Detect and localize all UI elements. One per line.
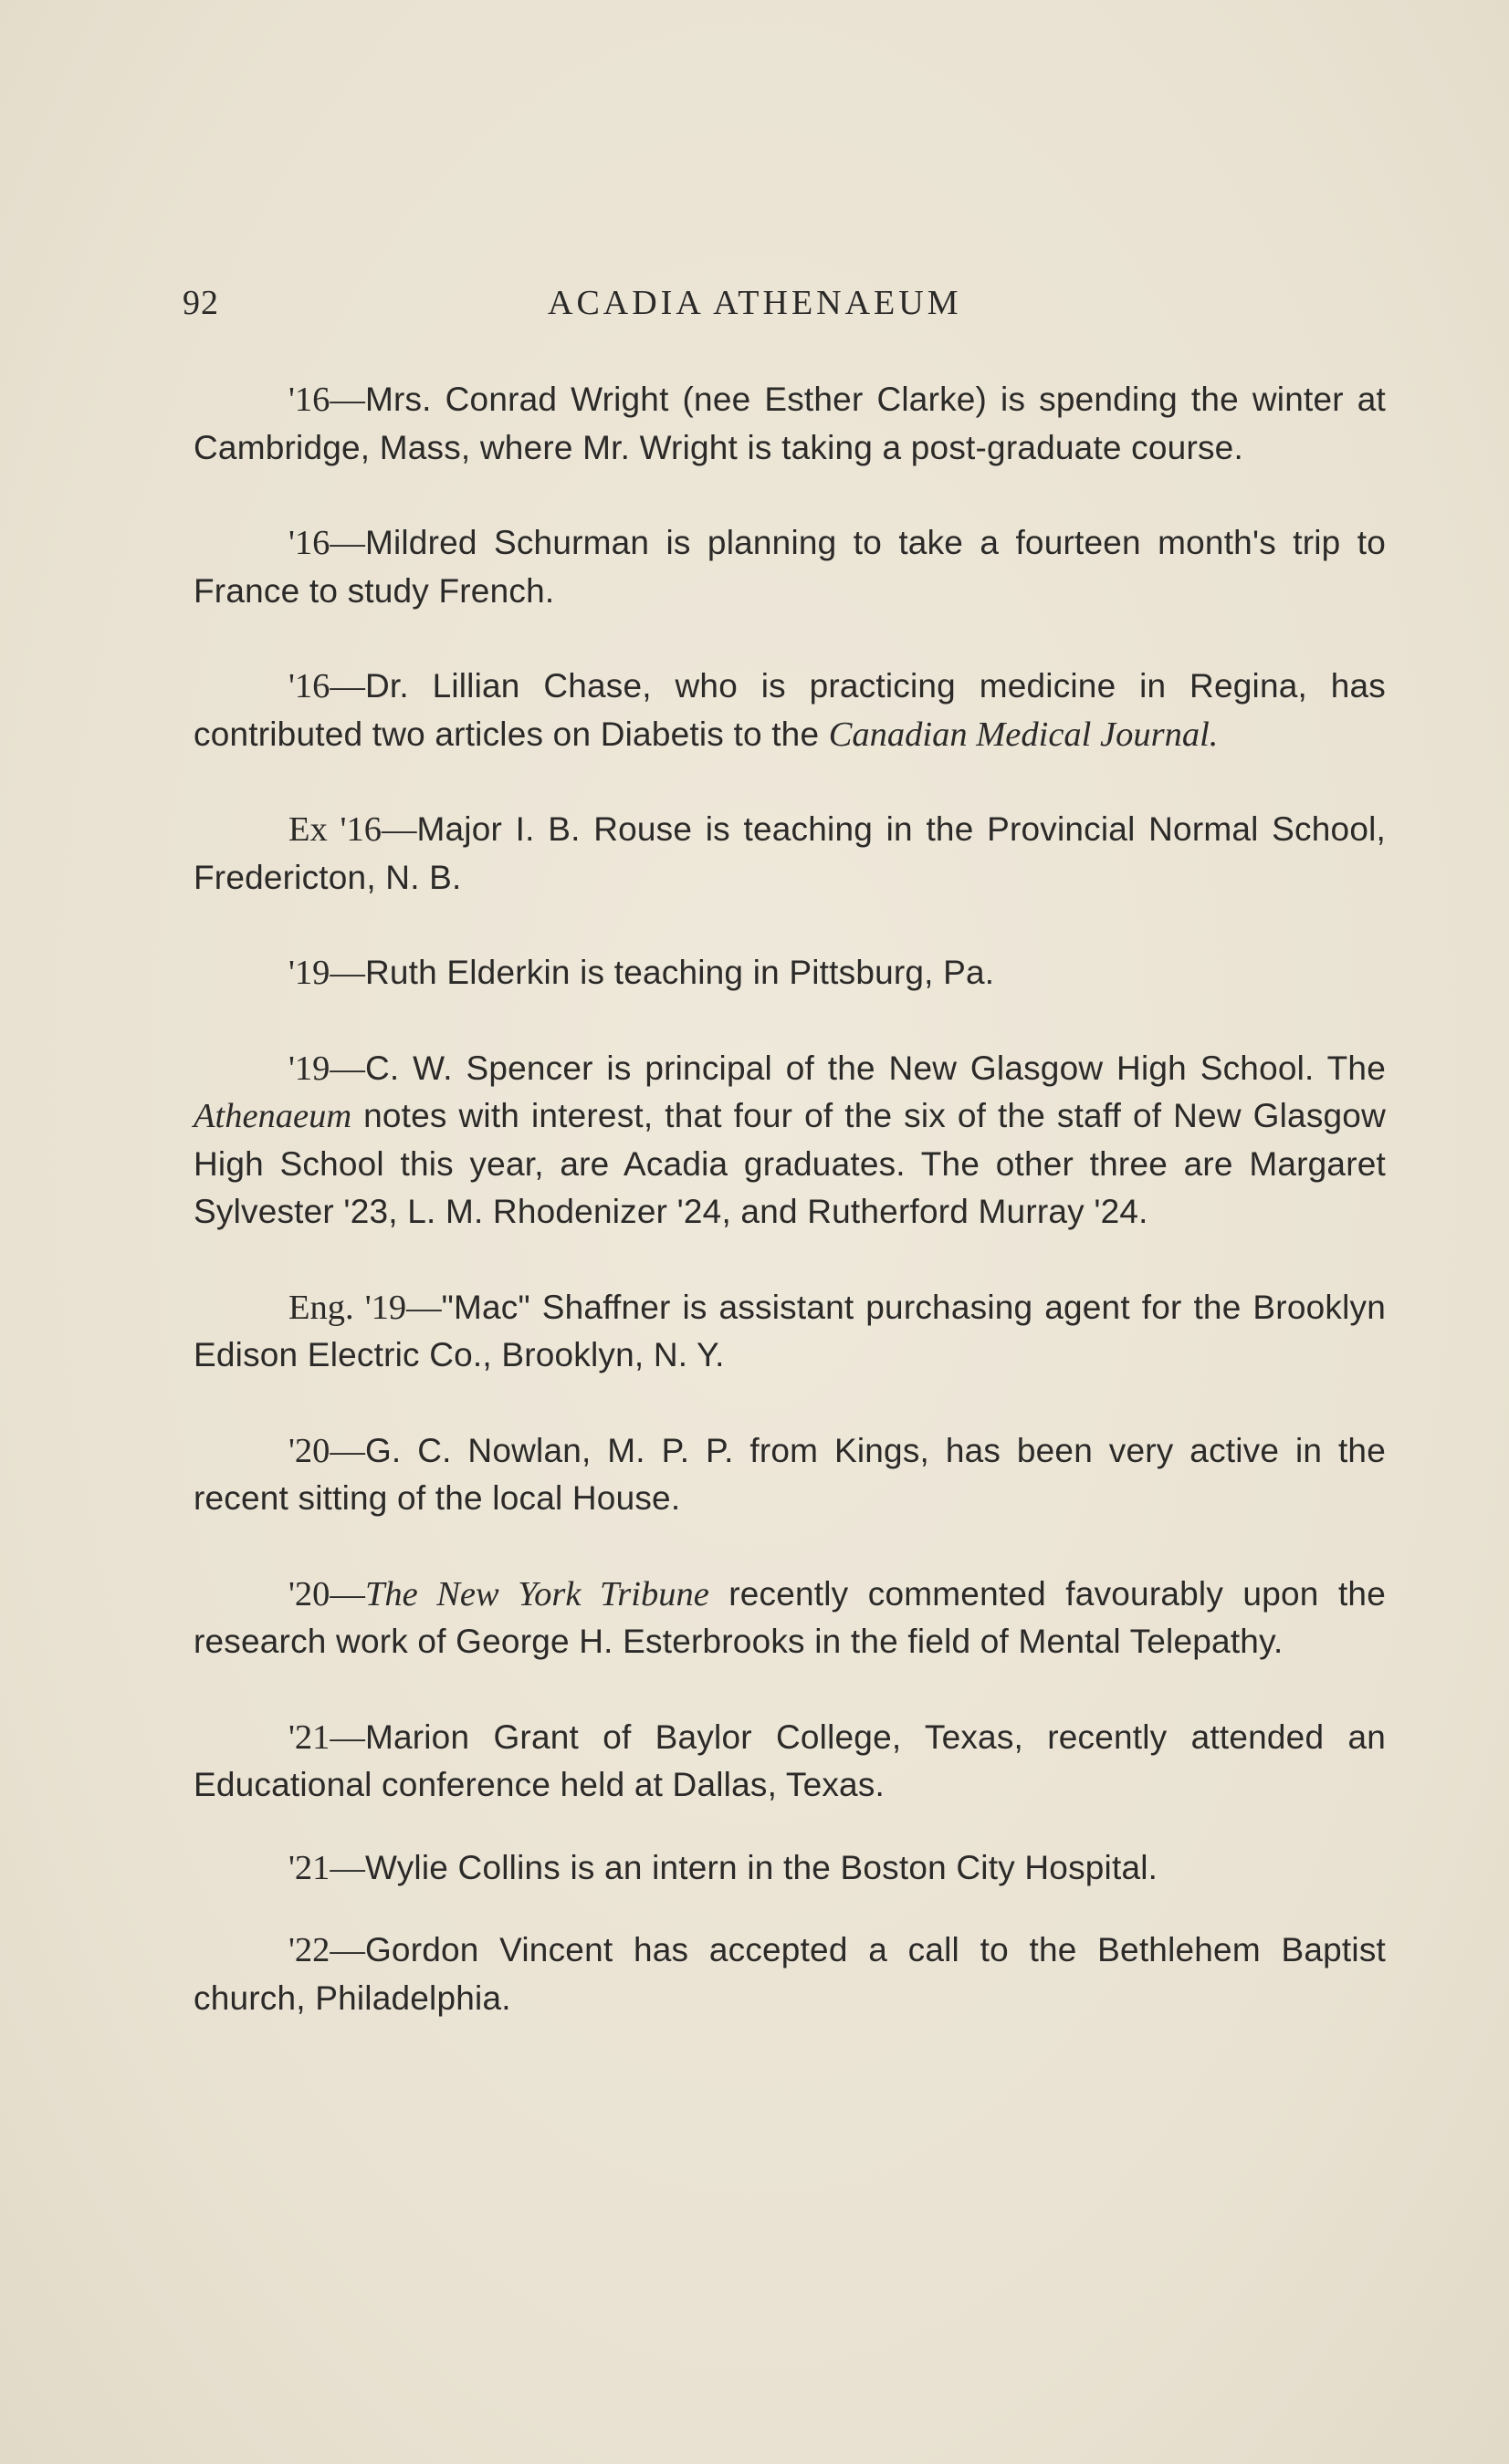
- class-year: Eng. '19—: [288, 1288, 442, 1327]
- publication-title: Canadian Medical Journal.: [828, 715, 1219, 754]
- class-year: '21—: [288, 1717, 365, 1757]
- note-text: Mildred Schurman is planning to take a fourteen month's trip to France to study French.: [194, 524, 1386, 610]
- note-text: Wylie Collins is an intern in the Boston City Hospital.: [364, 1848, 1158, 1886]
- note-text: Ruth Elderkin is teaching in Pittsburg, Pa.: [364, 954, 995, 991]
- class-year: '19—: [288, 1049, 365, 1088]
- alumni-note: [194, 1571, 1386, 1666]
- class-year: '19—: [288, 954, 365, 992]
- running-title: ACADIA ATHENAEUM: [548, 284, 962, 322]
- alumni-note: [194, 1045, 1386, 1237]
- class-year: '20—: [288, 1431, 365, 1470]
- alumni-note: [194, 1284, 1386, 1380]
- note-text-continued: recently commented favourably upon the research work of George H. Esterbrooks in the field of Mental Telepathy.: [194, 1574, 1386, 1660]
- alumni-note: [194, 1427, 1386, 1523]
- note-text: "Mac" Shaffner is assistant purchasing agent for the Brooklyn Edison Electric Co., Brooklyn, N. Y.: [194, 1288, 1386, 1373]
- alumni-note: [194, 519, 1386, 615]
- note-text-continued: notes with interest, that four of the six of the staff of New Glasgow High School this year, are Acadia graduates. The other three are Margaret Sylvester '23, L. M. Rhodenizer '24, and Rutherford Murray '24.: [194, 1097, 1386, 1230]
- alumni-note: [194, 806, 1386, 902]
- note-text: Gordon Vincent has accepted a call to the Bethlehem Baptist church, Philadelphia.: [194, 1931, 1386, 2017]
- class-year: '16—: [288, 381, 365, 419]
- alumni-note: [194, 376, 1386, 472]
- class-year: '21—: [288, 1848, 365, 1887]
- note-text: C. W. Spencer is principal of the New Glasgow High School. The: [364, 1049, 1386, 1087]
- alumni-note: [194, 663, 1386, 758]
- note-text: Dr. Lillian Chase, who is practicing medicine in Regina, has contributed two articles on Diabetis to the: [194, 667, 1386, 753]
- page-header: [183, 283, 1388, 329]
- class-year: Ex '16—: [288, 810, 417, 849]
- class-year: '16—: [288, 667, 365, 705]
- publication-title: Athenaeum: [194, 1097, 352, 1135]
- alumni-note: [194, 949, 1386, 997]
- alumni-note: [194, 1844, 1386, 1893]
- alumni-note: [194, 1926, 1386, 2022]
- alumni-note: [194, 1714, 1386, 1810]
- alumni-notes: [194, 376, 1386, 2070]
- note-text: Major I. B. Rouse is teaching in the Provincial Normal School, Fredericton, N. B.: [194, 810, 1386, 896]
- publication-title: The New York Tribune: [364, 1574, 709, 1613]
- class-year: '16—: [288, 524, 365, 562]
- class-year: '20—: [288, 1574, 365, 1613]
- note-text: Mrs. Conrad Wright (nee Esther Clarke) is spending the winter at Cambridge, Mass, where Mr. Wright is taking a post-graduate course.: [194, 381, 1386, 466]
- page-number: 92: [183, 284, 219, 322]
- note-text: G. C. Nowlan, M. P. P. from Kings, has been very active in the recent sitting of the local House.: [194, 1431, 1386, 1517]
- note-text: Marion Grant of Baylor College, Texas, recently attended an Educational conference held at Dallas, Texas.: [194, 1717, 1386, 1803]
- class-year: '22—: [288, 1931, 365, 1969]
